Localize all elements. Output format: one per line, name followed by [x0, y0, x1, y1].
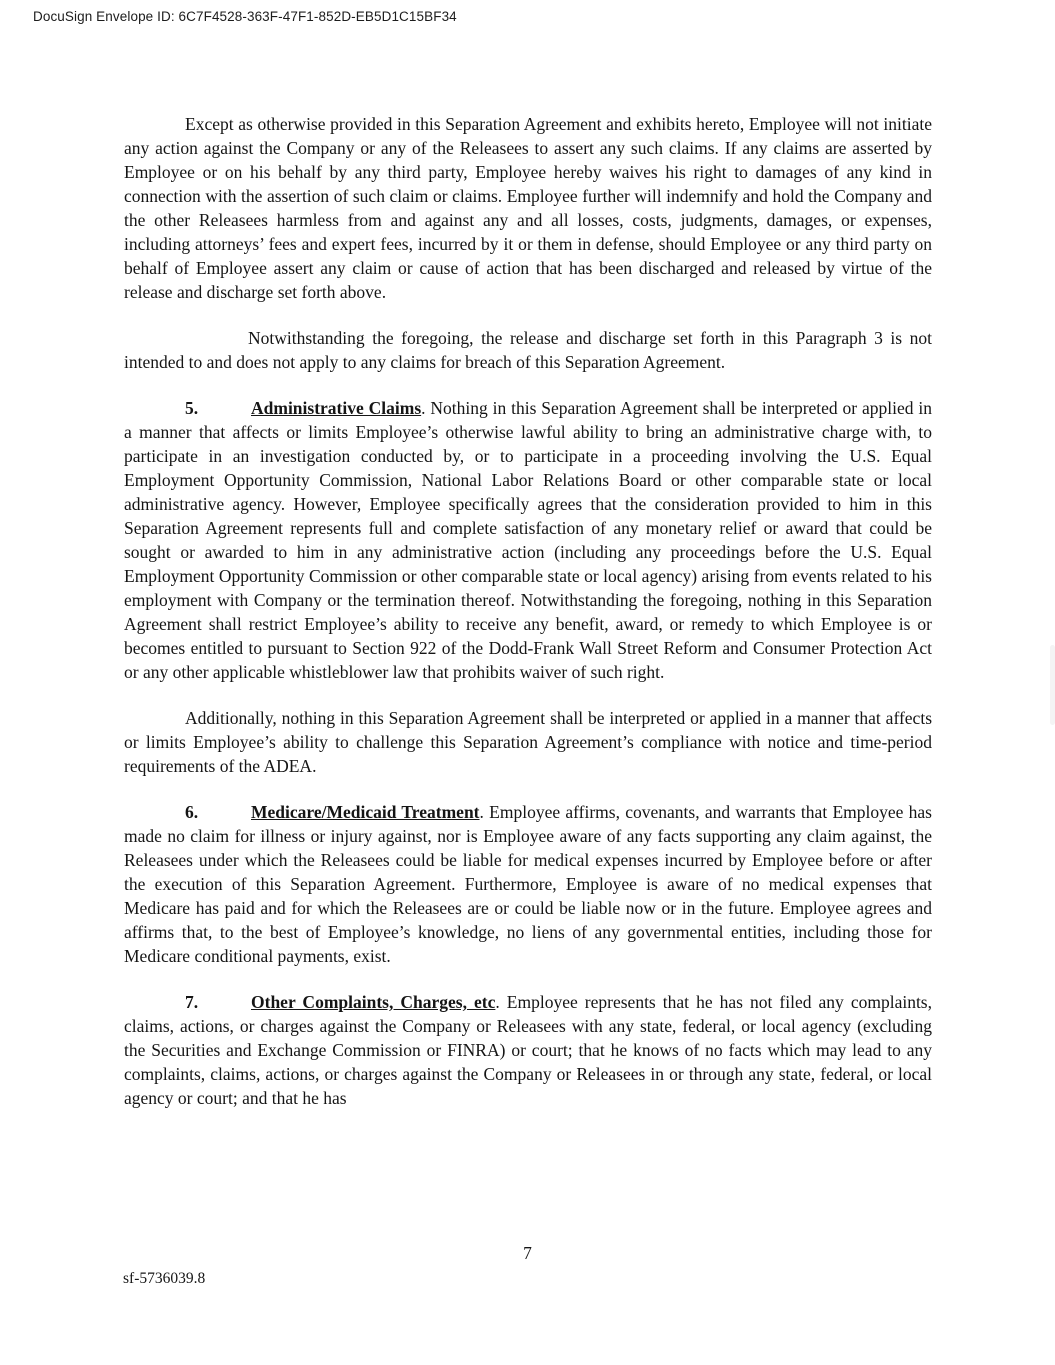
section-other-complaints-charges [124, 990, 932, 1110]
section-heading-administrative-claims: Administrative Claims [251, 398, 422, 418]
section-text-administrative-claims: . Nothing in this Separation Agreement shall be interpreted or applied in a manner that affects or limits Employee’s otherwise lawful ability to bring an administrative charge with, to participate in an investigation conducted by, or to participate in a proceeding involving the U.S. Equal Employment Opportunity Commission, National Labor Relations Board or other comparable state or local administrative agency. However, Employee specifically agrees that the consideration provided to him in this Separation Agreement represents full and complete satisfaction of any monetary relief or award that could be sought or awarded to him in any administrative action (including any proceedings before the U.S. Equal Employment Opportunity Commission or other comparable state or local agency) arising from events related to his employment with Company or the termination thereof. Notwithstanding the foregoing, nothing in this Separation Agreement shall restrict Employee’s ability to receive any benefit, award, or remedy to which Employee is or becomes entitled to pursuant to Section 922 of the Dodd-Frank Wall Street Reform and Consumer Protection Act or any other applicable whistleblower law that prohibits waiver of such right. [124, 398, 932, 682]
section-heading-other-complaints: Other Complaints, Charges, etc [251, 992, 496, 1012]
section-heading-medicare-medicaid: Medicare/Medicaid Treatment [251, 802, 480, 822]
paragraph-adea-compliance: Additionally, nothing in this Separation Agreement shall be interpreted or applied in a manner that affects or limits Employee’s ability to challenge this Separation Agreement’s compliance with notice and time-period requirements of the ADEA. [124, 708, 932, 776]
section-text-other-complaints: . Employee represents that he has not filed any complaints, claims, actions, or charges against the Company or Releasees with any state, federal, or local agency (excluding the Securities and Exchange Commission or FINRA) or court; that he knows of no facts which may lead to any complaints, claims, actions, or charges against the Company or Releasees in or through any state, federal, or local agency or court; and that he has [124, 992, 932, 1108]
document-reference-number: sf-5736039.8 [123, 1270, 206, 1287]
section-administrative-claims [124, 396, 932, 684]
page-number: 7 [523, 1243, 532, 1263]
paragraph-notwithstanding-release: Notwithstanding the foregoing, the release and discharge set forth in this Paragraph 3 is not intended to and does not apply to any claims for breach of this Separation Agreement. [124, 328, 932, 372]
section-text-medicare-medicaid: . Employee affirms, covenants, and warrants that Employee has made no claim for illness or injury against, nor is Employee aware of any facts supporting any claim against, the Releasees under which the Releasees could be liable for medical expenses incurred by Employee before or after the execution of this Separation Agreement. Furthermore, Employee is aware of no medical expenses that Medicare has paid and for which the Releasees are or could be liable now or in the future. Employee agrees and affirms that, to the best of Employee’s knowledge, no liens of any governmental entities, including those for Medicare conditional payments, exist. [124, 802, 932, 966]
section-number-6: 6. [185, 802, 199, 822]
docusign-envelope-id: DocuSign Envelope ID: 6C7F4528-363F-47F1-852D-EB5D1C15BF34 [33, 9, 457, 24]
paragraph-release-of-claims: Except as otherwise provided in this Separation Agreement and exhibits hereto, Employee will not initiate any action against the Company or any of the Releasees to assert any such claims. If any claims are asserted by Employee or on his behalf by any third party, Employee hereby waives his right to damages of any kind in connection with the assertion of such claim or claims. Employee further will indemnify and hold the Company and the other Releasees harmless from and against any and all losses, costs, judgments, damages, or expenses, including attorneys’ fees and expert fees, incurred by it or them in defense, should Employee or any third party on behalf of Employee assert any claim or cause of action that has been discharged and released by virtue of the release and discharge set forth above. [124, 114, 932, 302]
section-number-7: 7. [185, 992, 199, 1012]
document-body [124, 112, 932, 1132]
scan-edge-artifact [1050, 645, 1055, 725]
section-medicare-medicaid-treatment [124, 800, 932, 968]
section-number-5: 5. [185, 398, 199, 418]
